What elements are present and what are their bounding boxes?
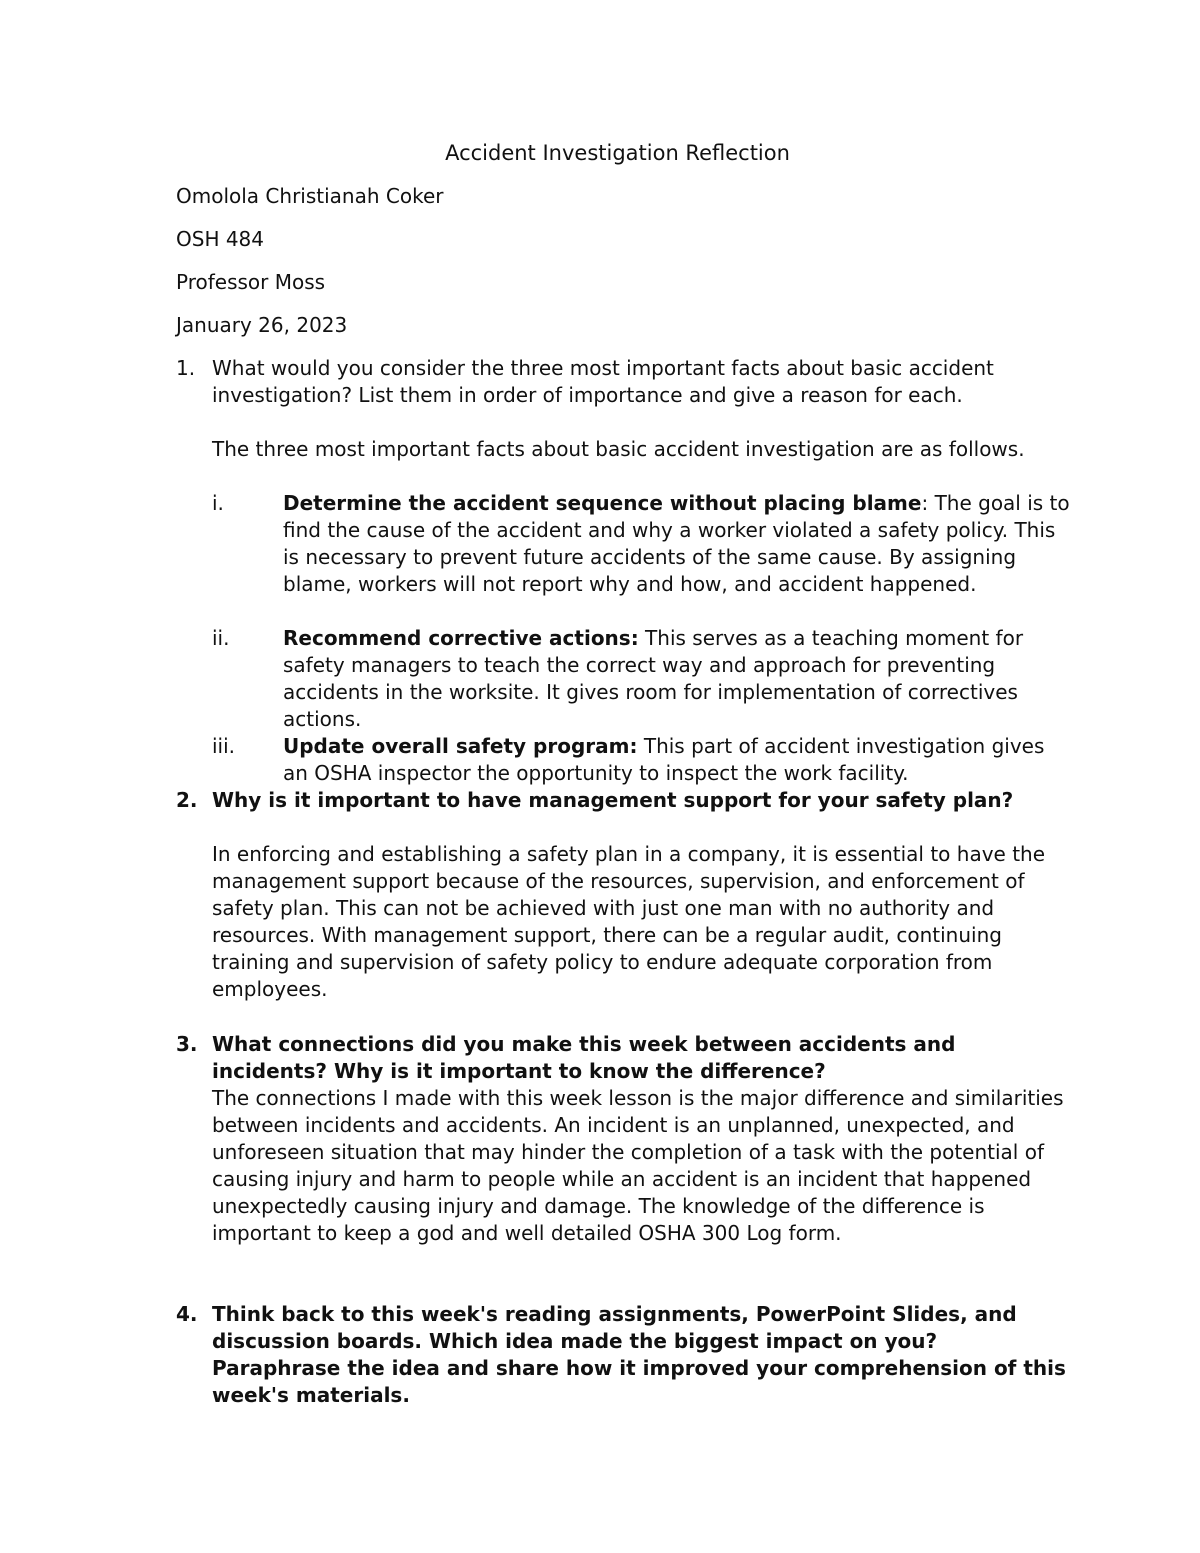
list-item-text <box>283 625 1073 733</box>
document-title: Accident Investigation Reflection <box>445 141 790 165</box>
list-item-text <box>283 733 1073 787</box>
author-name: Omolola Christianah Coker <box>176 184 444 208</box>
question-number: 2. <box>176 788 198 812</box>
list-item-body: This serves as a teaching moment for safety managers to teach the correct way and approach for preventing accidents in the worksite. It gives room for implementation of correctives actions. <box>283 626 1024 731</box>
list-item-number: i. <box>212 491 224 515</box>
list-item-number: ii. <box>212 626 230 650</box>
question-number: 1. <box>176 356 196 380</box>
question-number: 4. <box>176 1302 198 1326</box>
list-item-heading: Recommend corrective actions: <box>283 626 639 650</box>
question-number: 3. <box>176 1032 198 1056</box>
question-prompt: Why is it important to have management support for your safety plan? <box>212 788 1014 812</box>
question-prompt: What would you consider the three most important facts about basic accident investigation? List them in order of importance and give a reason for each. <box>212 356 994 407</box>
list-item-heading: Determine the accident sequence without placing blame <box>283 491 922 515</box>
list-item-body: This part of accident investigation gives an OSHA inspector the opportunity to inspect the work facility. <box>283 734 1045 785</box>
question-answer: The connections I made with this week lesson is the major difference and similarities between incidents and accidents. An incident is an unplanned, unexpected, and unforeseen situation that may hinder the completion of a task with the potential of causing injury and harm to people while an accident is an incident that happened unexpectedly causing injury and damage. The knowledge of the difference is important to keep a god and well detailed OSHA 300 Log form. <box>212 1086 1064 1245</box>
document-date: January 26, 2023 <box>176 313 348 337</box>
list-item-heading: Update overall safety program: <box>283 734 638 758</box>
list-item-number: iii. <box>212 734 236 758</box>
answer-intro: The three most important facts about basic accident investigation are as follows. <box>212 437 1025 461</box>
question-answer: In enforcing and establishing a safety plan in a company, it is essential to have the management support because of the resources, supervision, and enforcement of safety plan. This can not be achieved with just one man with no authority and resources. With management support, there can be a regular audit, continuing training and supervision of safety policy to endure adequate corporation from employees. <box>212 842 1046 1001</box>
professor-name: Professor Moss <box>176 270 326 294</box>
course-code: OSH 484 <box>176 227 265 251</box>
list-item-text <box>283 490 1073 598</box>
question-prompt: Think back to this week's reading assignments, PowerPoint Slides, and discussion boards. Which idea made the biggest impact on you? Paraphrase the idea and share how it improved your comprehension of this week's materials. <box>212 1302 1066 1407</box>
list-item-body: : The goal is to find the cause of the accident and why a worker violated a safety policy. This is necessary to prevent future accidents of the same cause. By assigning blame, workers will not report why and how, and accident happened. <box>283 491 1070 596</box>
question-prompt: What connections did you make this week between accidents and incidents? Why is it important to know the difference? <box>212 1032 956 1083</box>
